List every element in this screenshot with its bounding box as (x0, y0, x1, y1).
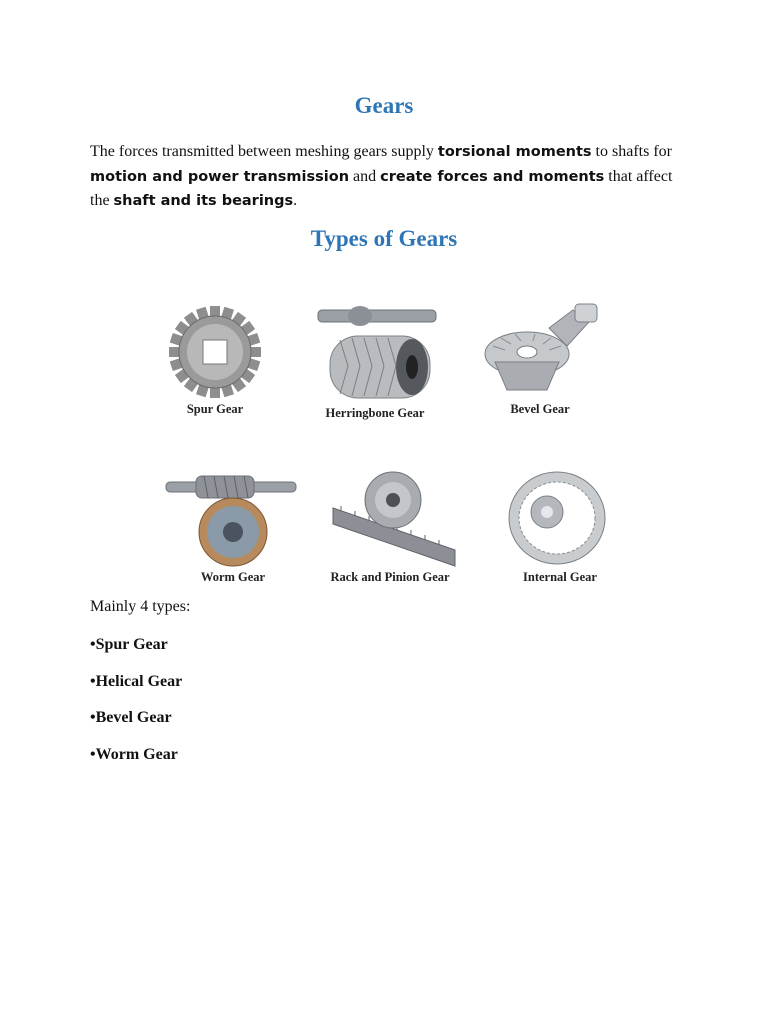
type-item: •Spur Gear (90, 636, 168, 653)
caption-herringbone-gear: Herringbone Gear (325, 406, 425, 420)
internal-gear-icon (485, 466, 635, 576)
section-title: Types of Gears (310, 226, 458, 251)
worm-gear-icon (158, 466, 308, 576)
types-intro: Mainly 4 types: (90, 598, 191, 615)
bevel-gear-figure (465, 296, 615, 426)
intro-text-1: The forces transmitted between meshing gears supply (90, 143, 438, 160)
intro-text-2: to shafts for (591, 143, 672, 160)
rack-pinion-gear-icon (315, 466, 465, 576)
type-item: •Helical Gear (90, 673, 183, 690)
intro-bold-3: create forces and moments (380, 168, 605, 185)
intro-bold-4: shaft and its bearings (113, 193, 294, 209)
caption-worm-gear: Worm Gear (200, 570, 266, 584)
caption-bevel-gear: Bevel Gear (510, 402, 570, 416)
rack-pinion-figure (315, 466, 465, 596)
caption-internal-gear: Internal Gear (523, 570, 597, 584)
intro-bold-1: torsional moments (437, 144, 592, 160)
bevel-gear-icon (465, 296, 615, 406)
intro-bold-2: motion and power transmission (90, 168, 350, 185)
page-title: Gears (354, 93, 414, 118)
intro-text-3: and (349, 167, 381, 185)
internal-gear-figure (485, 466, 635, 596)
worm-gear-figure (158, 466, 308, 596)
caption-spur-gear: Spur Gear (186, 402, 244, 416)
spur-gear-figure (140, 296, 290, 426)
spur-gear-icon (140, 296, 290, 406)
type-item: •Worm Gear (90, 746, 178, 763)
herringbone-gear-icon (300, 296, 450, 406)
herringbone-gear-figure (300, 296, 450, 426)
type-item: •Bevel Gear (90, 709, 172, 726)
intro-text-5: . (293, 192, 298, 209)
intro-text-4: that affect the (90, 167, 673, 209)
caption-rack-pinion: Rack and Pinion Gear (330, 570, 450, 584)
intro-paragraph (90, 140, 690, 214)
